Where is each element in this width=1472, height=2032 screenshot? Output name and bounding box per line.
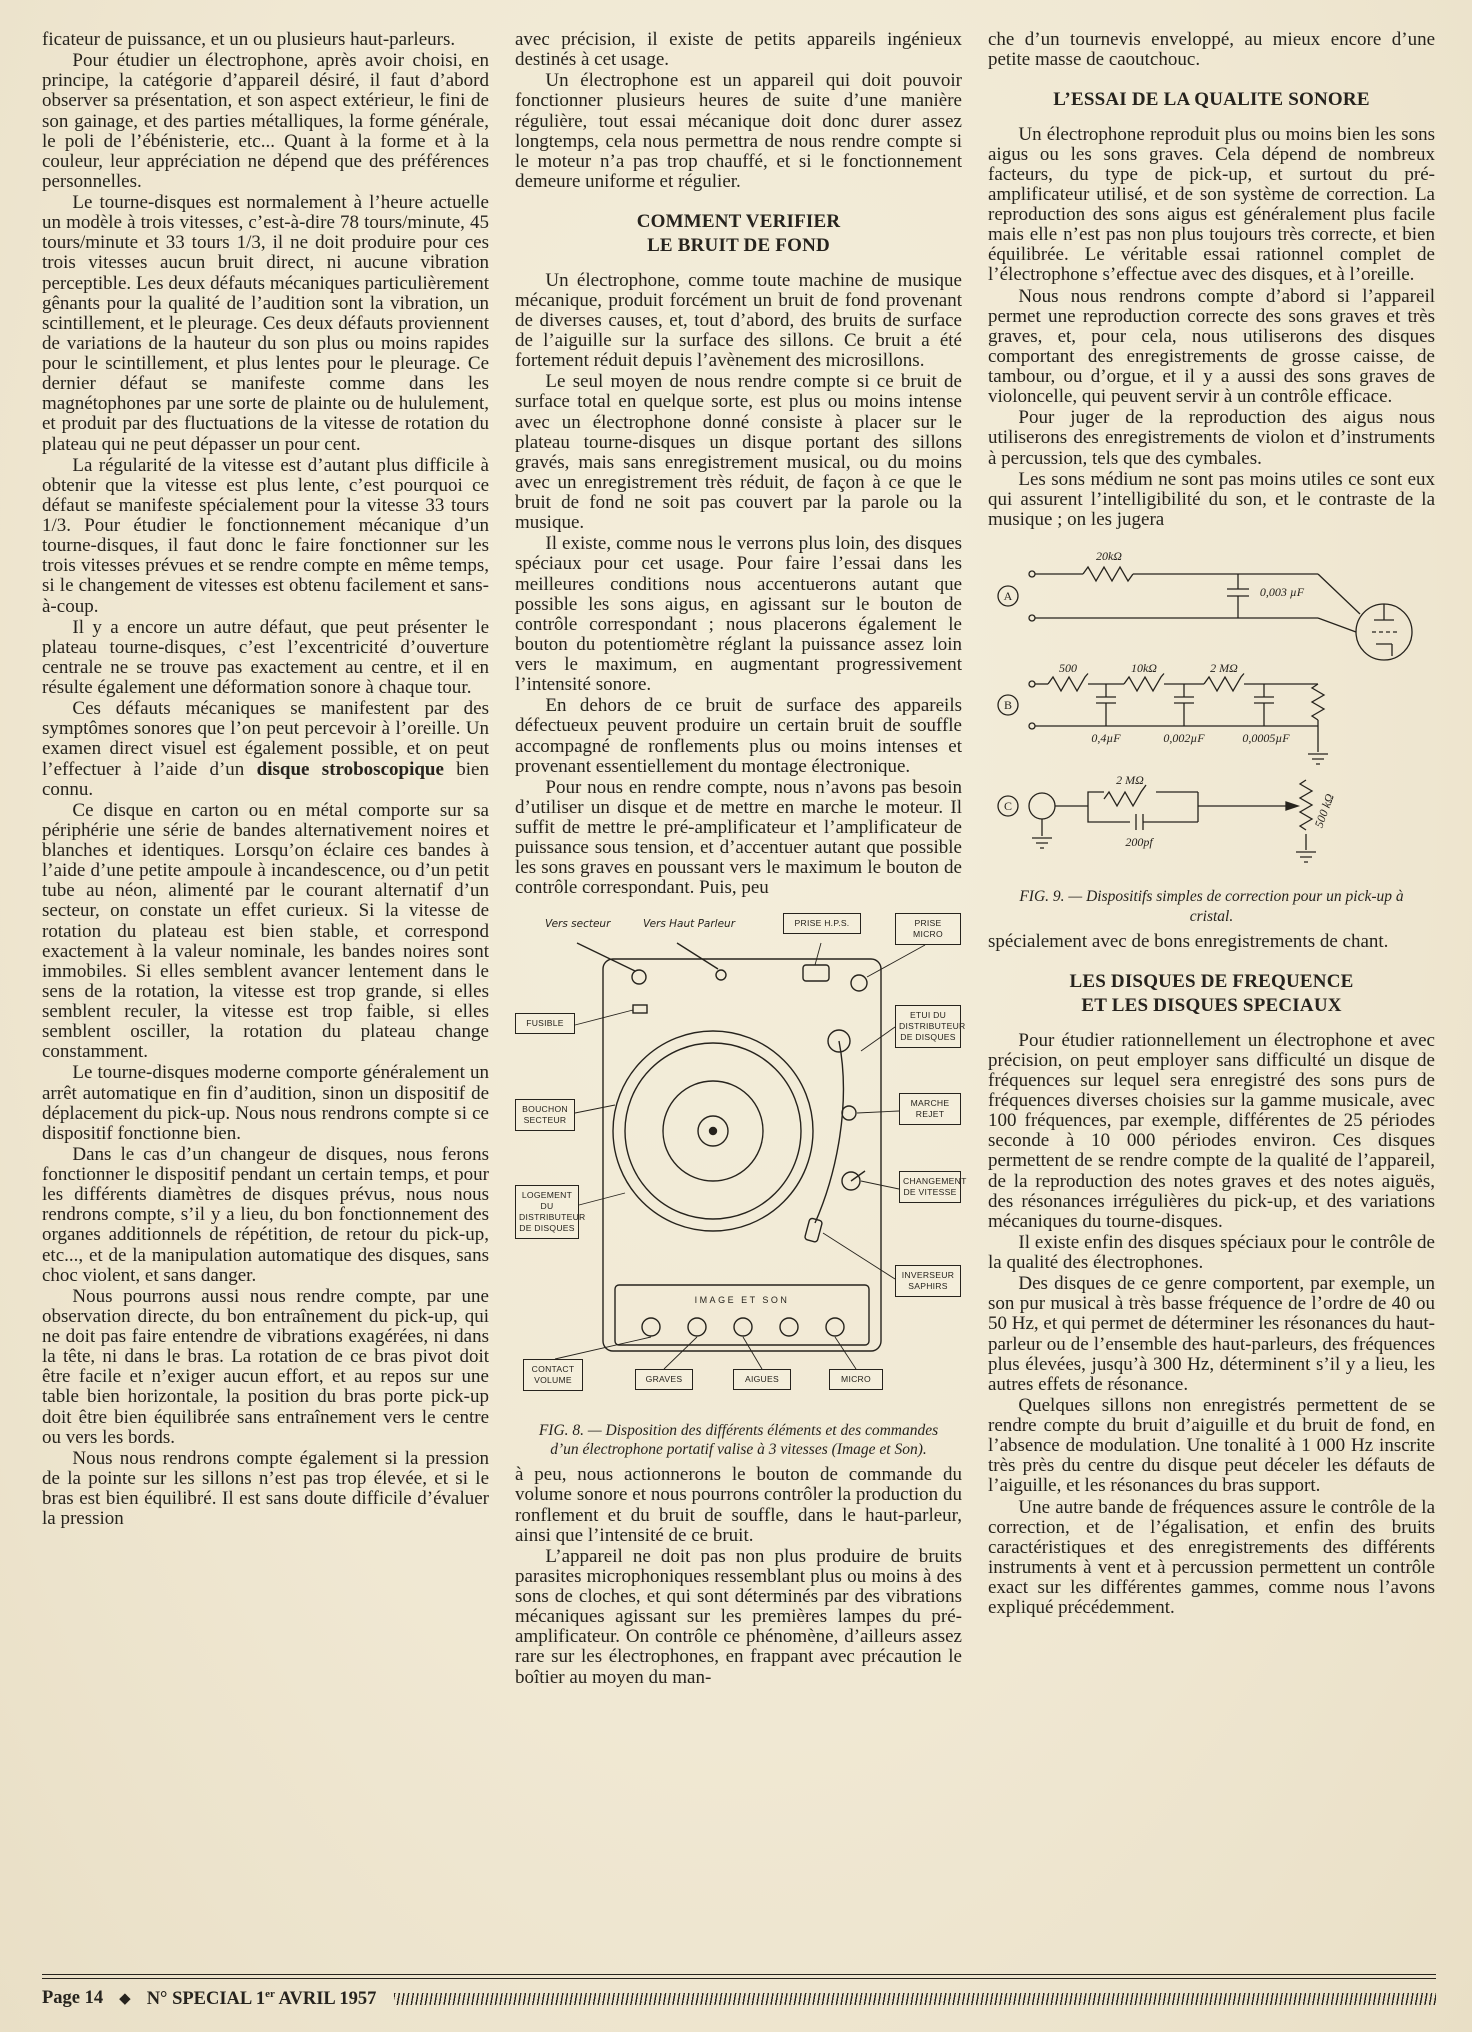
fig8-label-logement-distributeur: LOGEMENT DU DISTRIBUTEUR DE DISQUES xyxy=(515,1185,579,1240)
fig9-label-2m-c: 2 MΩ xyxy=(1116,773,1144,788)
fig8-label-bouchon-secteur: BOUCHON SECTEUR xyxy=(515,1099,575,1131)
fig8-label-fusible: FUSIBLE xyxy=(515,1013,575,1034)
paragraph: Nous nous rendrons compte également si la pression de la pointe sur les sillons n’est pas trop élevée, et si le bras est bien équilibré. Il est sans doute difficile d’évaluer la pression xyxy=(42,1447,489,1530)
paragraph: Un électrophone, comme toute machine de musique mécanique, produit forcément un bruit de fond provenant de diverses causes, et, tout d’abord, des bruits de surface de l’aiguille sur la surface des sillons. Ce bruit a été fortement réduit depuis l’avènement des microsillons. xyxy=(515,269,962,372)
fig8-label-contact-volume: CONTACT VOLUME xyxy=(523,1359,583,1391)
paragraph: Le seul moyen de nous rendre compte si ce bruit de surface total en quelque sorte, est plus ou moins intense avec un électrophone donné consiste à placer sur le plateau tourne-disques un disque portant des sillons gravés, mais sans enregistrement musical, ou du moins avec un enregistrement très réduit, de façon à ce que le bruit de fond ne soit pas couvert par la parole ou la musique. xyxy=(515,371,962,534)
paragraph: avec précision, il existe de petits appareils ingénieux destinés à cet usage. xyxy=(515,29,962,71)
paragraph: spécialement avec de bons enregistrements de chant. xyxy=(988,930,1389,952)
paragraph: Un électrophone reproduit plus ou moins bien les sons aigus ou les sons graves. Cela dépend de nombreux facteurs, du type de pick-up, et surtout du pré-amplificateur utilisé, et de son système de correction. La reproduction des sons aigus est généralement plus facile mais elle n’est pas non plus toujours très correcte, et bien équilibrée. Le véritable essai rationnel complet de l’électrophone s’effectue avec des disques, et à l’oreille. xyxy=(988,123,1435,286)
paragraph: Un électrophone est un appareil qui doit pouvoir fonctionner plusieurs heures de suite d’une manière régulière, tout essai mécanique doit donc durer assez longtemps, cela nous permettra de nous rendre compte si le moteur n’a pas trop chauffé, et si le fonctionnement demeure uniforme et régulier. xyxy=(515,70,962,192)
paragraph: Pour juger de la reproduction des aigus nous utiliserons des enregistrements de violon et d’instruments à percussion, tels que des cymbales. xyxy=(988,407,1435,469)
issue-text: AVRIL 1957 xyxy=(274,1989,377,2009)
heading-line: ET LES DISQUES SPECIAUX xyxy=(1081,995,1342,1017)
column-1 xyxy=(42,30,489,1689)
issue-text: N° SPECIAL 1 xyxy=(146,1989,266,2009)
fig8-label-prise-micro: PRISE MICRO xyxy=(895,913,961,945)
column-2 xyxy=(515,29,967,1689)
heading-line: LES DISQUES DE FREQUENCE xyxy=(1069,971,1354,993)
paragraph: Une autre bande de fréquences assure le contrôle de la correction, et de l’égalisation, et enfin des bruits caractéristiques et des enregistrements des différents instruments à vent et à percussion permettent un contrôle exact sur les différentes gammes, comme nous l’avons expliqué précédemment. xyxy=(988,1496,1435,1619)
fig9-label-500k: 500 kΩ xyxy=(1311,791,1337,830)
page-number: Page 14 xyxy=(42,1988,104,2009)
fig9-label-00005uf: 0,0005µF xyxy=(1242,731,1290,746)
fig9-label-c: C xyxy=(1003,799,1013,814)
paragraph: En dehors de ce bruit de surface des appareils défectueux peuvent produire un certain bruit de souffle accompagné de ronflements plus ou moins intenses et provenant essentiellement du montage électronique. xyxy=(515,695,962,777)
fig9-caption: FIG. 9. — Dispositifs simples de correction pour un pick-up à cristal. xyxy=(1019,888,1404,925)
column-layout xyxy=(42,30,1436,1689)
fig8-stage xyxy=(515,913,967,1413)
paragraph: Des disques de ce genre comportent, par exemple, un son pur musical à très basse fréquence de l’ordre de 40 ou 50 Hz, et qui permet de déterminer les résonances du haut-parleur ou de l’ensemble des haut-parleurs, des fréquences plus élevées, jusqu’à 300 Hz, déterminent s’il y a lieu, les autres effets de résonance. xyxy=(988,1273,1435,1395)
fig9-schematic xyxy=(988,544,1435,874)
fig8-label-vers-haut-parleur: Vers Haut Parleur xyxy=(643,917,736,930)
paragraph: ficateur de puissance, et un ou plusieurs haut-parleurs. xyxy=(42,29,456,50)
fig8-drawing xyxy=(515,913,962,1413)
fig8-label-prise-hps: PRISE H.P.S. xyxy=(783,913,861,934)
fig8-label-vers-secteur: Vers secteur xyxy=(545,917,611,930)
fig9-label-200pf: 200pf xyxy=(1125,835,1153,850)
paragraph: Ce disque en carton ou en métal comporte sur sa périphérie une série de bandes alternativement noires et blanches et identiques. Lorsqu’on éclaire ces bandes à l’aide d’une petite ampoule à incandescence, ou d’un petit tube au néon, alimenté par le courant alternatif d’un secteur, on constate un effet curieux. Si la vitesse de rotation du plateau est bien stable, et correspond exactement à la valeur nominale, les bandes noires sont immobiles. Si elles semblent avancer lentement dans le sens de la rotation, la vitesse est trop grande, si elles semblent reculer, la vitesse est trop faible, si elles semblent osciller, la rotation du plateau change constamment. xyxy=(42,799,489,1063)
diamond-icon: ◆ xyxy=(119,1991,131,2008)
heading-line: LE BRUIT DE FOND xyxy=(647,235,830,257)
fig8-panel-brand-label: IMAGE ET SON xyxy=(694,1294,790,1305)
paragraph: L’appareil ne doit pas non plus produire de bruits parasites microphoniques ressemblant plus ou moins à des sons de cloches, et qui sont déterminés par des vibrations mécaniques agissant sur les premières lampes du pré-amplificateur. On contrôle ce phénomène, d’ailleurs assez rare sur les électrophones, en frappant avec précaution le boîtier au moyen du man- xyxy=(515,1545,962,1688)
fig8-label-inverseur-saphirs: INVERSEUR SAPHIRS xyxy=(895,1265,961,1297)
paragraph: à peu, nous actionnerons le bouton de commande du volume sonore et nous pourrons contrôler la production du ronflement et du bruit de souffle, dans le haut-parleur, ainsi que l’intensité de ce bruit. xyxy=(515,1464,962,1546)
paragraph: Nous nous rendrons compte d’abord si l’appareil permet une reproduction correcte des sons graves et très graves, et, pour cela, nous utiliserons des disques comportant des enregistrements de grosse caisse, de tambour, ou d’orgue, et il y a aussi des sons graves de violoncelle, qui peuvent servir à un contrôle efficace. xyxy=(988,285,1435,408)
fig9-label-10k: 10kΩ xyxy=(1130,661,1158,676)
paragraph: La régularité de la vitesse est d’autant plus difficile à obtenir que la vitesse est plus lente, c’est pourquoi ce défaut se manifeste spécialement pour la vitesse 33 tours 1/3. Pour étudier le fonctionnement mécanique d’un tourne-disques, il faut donc le faire fonctionner sur les trois vitesses prévues et se rendre compte en même temps, si le changement de vitesses est obtenu facilement et sans-à-coup. xyxy=(42,454,489,617)
fig8-figure xyxy=(515,913,967,1460)
fig9-stage xyxy=(988,544,1435,879)
fig8-label-etui-distributeur: ETUI DU DISTRIBUTEUR DE DISQUES xyxy=(895,1005,961,1049)
page-footer xyxy=(42,1974,1436,2010)
fig8-label-graves: GRAVES xyxy=(635,1369,693,1390)
paragraph: Il y a encore un autre défaut, que peut présenter le plateau tourne-disques, c’est l’excentricité d’ouverture centrale ne se trouve pas exactement au centre, et il en résulte également une déformation sonore à chaque tour. xyxy=(42,616,489,698)
paragraph: Pour nous en rendre compte, nous n’avons pas besoin d’utiliser un disque et de mettre en marche le moteur. Il suffit de mettre le pré-amplificateur et l’amplificateur de puissance sous tension, et d’accentuer autant que possible les sons graves en poussant vers le maximum le bouton de contrôle correspondant. Puis, peu xyxy=(515,776,962,899)
decorative-hatch-rule xyxy=(394,1993,1436,2005)
paragraph: che d’un tournevis enveloppé, au mieux encore d’une petite masse de caoutchouc. xyxy=(988,29,1435,71)
footer-rule xyxy=(42,1974,1436,1979)
fig8-label-aigues: AIGUES xyxy=(733,1369,791,1390)
fig8-label-changement-vitesse: CHANGEMENT DE VITESSE xyxy=(899,1171,961,1203)
heading-line: COMMENT VERIFIER xyxy=(636,211,841,232)
fig8-label-marche-rejet: MARCHE REJET xyxy=(899,1093,961,1125)
heading-line: L’ESSAI DE LA QUALITE SONORE xyxy=(1053,89,1370,111)
fig9-label-b: B xyxy=(1003,698,1013,713)
fig9-figure xyxy=(988,544,1435,926)
paragraph: Pour étudier rationnellement un électrophone et avec précision, on peut employer sans difficulté un disque de fréquences sur lequel sera enregistré des sons purs de fréquences diverses choisies sur la gamme musicale, avec 100 fréquences, par exemple, différentes de 25 périodes seconde à 10 000 périodes environ. Ces disques permettent de se rendre compte de la qualité de l’appareil, de la reproduction des notes graves et des notes aiguës, des résonances irrégulières du pick-up, et des variations mécaniques du tourne-disques. xyxy=(988,1029,1435,1232)
paragraph: Les sons médium ne sont pas moins utiles ce sont eux qui assurent l’intelligibilité du son, et le contraste de la musique ; on les jugera xyxy=(988,468,1435,530)
footer-row xyxy=(42,1988,1436,2010)
fig9-label-2m-b: 2 MΩ xyxy=(1210,661,1238,676)
paragraph: Nous pourrons aussi nous rendre compte, par une observation directe, du bon entraînement du pick-up, qui ne doit pas faire entendre de vibrations exagérées, ni dans la tête, ni dans le bras. La rotation de ce bras pivot doit être facile et n’exiger aucun effort, et au repos sur une table bien horizontale, la position du bras porte pick-up doit être bien équilibrée sans entraînement vers le centre ou vers les bords. xyxy=(42,1285,489,1448)
paragraph: Quelques sillons non enregistrés permettent de se rendre compte du bruit d’aiguille et du bruit de fond, en l’absence de modulation. Une tonalité à 1 000 Hz inscrite très près du centre du disque peut déceler les défauts de l’aiguille, et les résonances du bras support. xyxy=(988,1394,1435,1497)
fig8-label-micro: MICRO xyxy=(829,1369,883,1390)
issue-superscript: er xyxy=(265,1987,275,2000)
column-3 xyxy=(988,30,1435,1689)
fig9-label-20k: 20kΩ xyxy=(1095,549,1123,564)
paragraph: Dans le cas d’un changeur de disques, nous ferons fonctionner le dispositif pendant un certain temps, et pour les différents diamètres de disques prévus, nous nous rendrons compte, s’il y a lieu, du bon fonctionnement des organes additionnels de répétition, de retour du pick-up, etc..., et de la manipulation automatique des disques, sans choc violent, et sans danger. xyxy=(42,1143,489,1286)
fig9-label-0003uf: 0,003 µF xyxy=(1259,585,1305,600)
paragraph: Il existe, comme nous le verrons plus loin, des disques spéciaux pour cet usage. Pour faire l’essai dans les meilleures conditions nous accentuerons autant que possible les sons aigus, en agissant sur le bouton de contrôle correspondant ; nous placerons également le bouton du potentiomètre réglant la puissance assez loin vers le maximum, en augmentant progressivement l’intensité sonore. xyxy=(515,533,962,696)
fig9-label-04uf: 0,4µF xyxy=(1091,731,1121,746)
paragraph-text: Ces défauts mécaniques se manifestent par des symptômes sonores que l’on peut percevoir à l’oreille. Un examen direct visuel est également possible, et on peut l’effectuer à l’aide d’un xyxy=(42,698,489,780)
paragraph: Le tourne-disques est normalement à l’heure actuelle un modèle à trois vitesses, c’est-à-dire 78 tours/minute, 45 tours/minute et 33 tours 1/3, il ne doit produire pour ces trois vitesses aucun bruit direct, ni aucune vibration perceptible. Les deux défauts mécaniques particulièrement gênants pour la qualité de l’audition sont la vibration, un scintillement, et le pleurage. Ces deux défauts proviennent de variations de la hauteur du son plus ou moins rapides pour le scintillement, et plus lentes pour le pleurage. Ce dernier défaut se manifeste comme dans les magnétophones par une sorte de plainte ou de hululement, et produit par des fluctuations de la vitesse de rotation du plateau qui ne peut dépasser un pour cent. xyxy=(42,192,489,455)
paragraph: Il existe enfin des disques spéciaux pour le contrôle de la qualité des électrophones. xyxy=(988,1231,1435,1274)
fig9-label-a: A xyxy=(1003,589,1013,604)
paragraph xyxy=(42,699,489,800)
paragraph: Pour étudier un électrophone, après avoir choisi, en principe, la catégorie d’appareil désiré, il faut d’abord observer sa présentation, et son aspect extérieur, le fini de son gainage, et des parties métalliques, la forme générale, le poli de l’ébénisterie, etc... Quant à la forme et à la couleur, leur appréciation ne dépend que des préférences personnelles. xyxy=(42,50,489,192)
section-heading-bruit-de-fond xyxy=(515,210,962,259)
fig8-caption: FIG. 8. — Disposition des différents éléments et des commandes d’un électrophone portatif valise à 3 vitesses (Image et Son). xyxy=(538,1421,939,1458)
bold-term: disque stroboscopique xyxy=(256,758,444,780)
paragraph: Le tourne-disques moderne comporte généralement un arrêt automatique en fin d’audition, sinon un dispositif de déplacement du pick-up. Nous nous rendrons compte si ce dispositif fonctionne bien. xyxy=(42,1062,489,1144)
fig9-label-0002uf: 0,002µF xyxy=(1163,731,1205,746)
issue-label xyxy=(147,1988,377,2010)
fig9-label-500: 500 xyxy=(1059,661,1077,676)
paragraph-text: bien connu. xyxy=(42,758,489,800)
section-heading-qualite-sonore xyxy=(988,88,1435,112)
section-heading-disques-frequence xyxy=(988,970,1435,1019)
